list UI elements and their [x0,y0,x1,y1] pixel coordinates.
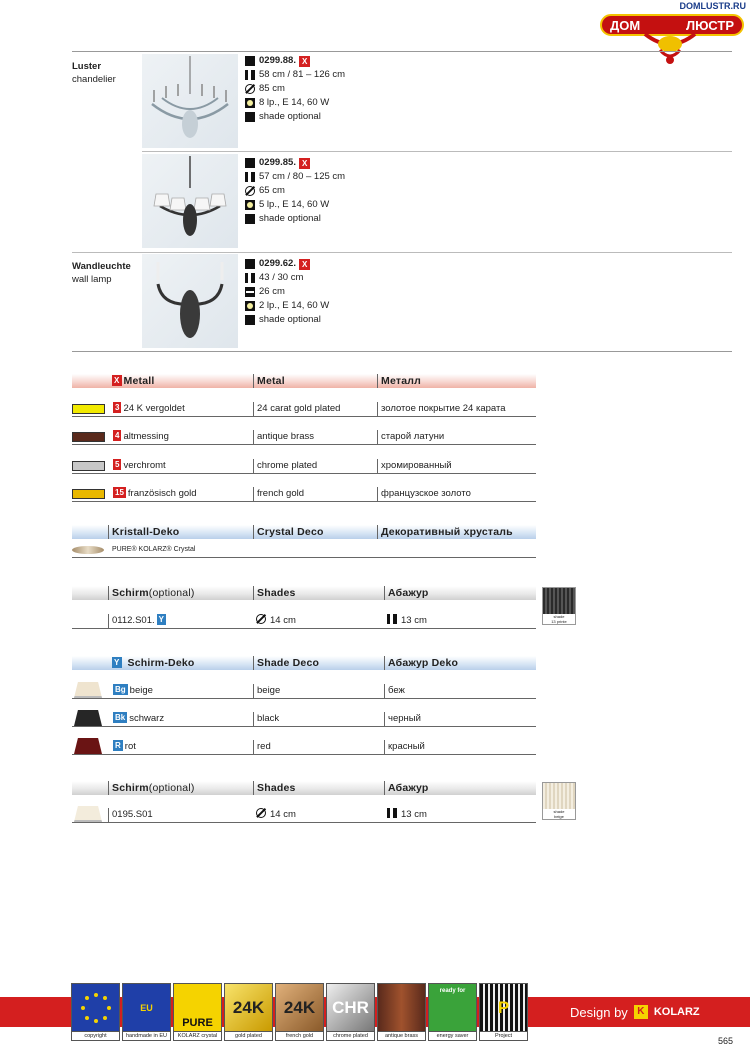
energy-saver-icon: ready for energy saver [428,983,477,1041]
metal-en: french gold [253,487,304,501]
shade2-thumb-top: shade [553,809,565,814]
chandelier-logo-icon [640,30,700,66]
footer-icons [71,983,528,1041]
shade1-thumb-bottom: 13 printe [551,619,567,624]
width-icon [245,287,255,297]
shadedeco-header-ru: Абажур Deko [384,656,458,670]
product-name-en: chandelier [72,74,116,85]
shade2-diameter: 14 cm [270,809,296,820]
brand-name: KOLARZ [653,1006,700,1018]
bulb-icon [245,200,255,210]
product-lamps: 5 lp., E 14, 60 W [259,199,330,210]
shadedeco-en: red [253,740,271,754]
product-lamps: 8 lp., E 14, 60 W [259,97,330,108]
product-code: 0299.85. [259,157,296,168]
product-name-en: wall lamp [72,274,112,285]
metal-header-en: Metal [253,374,285,388]
shade-swatch [74,738,102,754]
crystal-header-de: Kristall-Deko [108,525,179,539]
metal-header [72,374,536,388]
metal-header-de: Metall [123,375,155,387]
shade1-height: 13 cm [401,615,427,626]
pure-crystal-icon: PURE KOLARZ crystal [173,983,222,1041]
diameter-icon [245,186,255,196]
design-by-text: Design by [570,1004,628,1020]
code-icon [245,56,255,66]
product-image-chandelier-2[interactable] [142,154,238,248]
shadedeco-ru: беж [384,684,405,698]
code-icon [245,259,255,269]
shadedeco-code: Bg [115,685,126,694]
diameter-icon [245,84,255,94]
product-lamps: 2 lp., E 14, 60 W [259,300,330,311]
product-name-de: Luster [72,61,102,72]
product-height: 58 cm / 81 – 126 cm [259,69,346,80]
product-code: 0299.88. [259,55,296,66]
logo-text-lustr: ЛЮСТР [685,17,734,33]
metal-ru: хромированный [377,459,452,473]
shade1-code: 0112.S01. [112,615,155,626]
product-diameter: 65 cm [259,185,285,196]
diameter-icon [256,808,266,818]
product-image-chandelier-1[interactable] [142,54,238,148]
shadedeco-badge: Y [114,658,120,667]
shade-swatch [74,682,102,698]
bulb-icon [245,98,255,108]
metal-de: 24 K vergoldet [123,403,185,414]
shade1-header-de: Schirm [112,587,149,599]
product-shade: shade optional [259,111,321,122]
metal-badge: X [114,376,120,385]
color-swatch [72,461,105,471]
shadedeco-code: R [115,741,121,750]
metal-de: altmessing [123,431,169,442]
shade1-thumb-top: shade [553,614,565,619]
shade2-header-ru: Абажур [384,781,429,795]
chrome-plated-icon: CHR chrome plated [326,983,375,1041]
color-swatch [72,489,105,499]
project-icon: P Project [479,983,528,1041]
crystal-header [72,525,536,539]
variant-badge: X [299,158,310,169]
product-height: 43 / 30 cm [259,272,304,283]
product-name-de: Wandleuchte [72,261,131,272]
height-icon [245,172,255,182]
diameter-icon [256,614,266,624]
metal-num: 5 [115,460,120,469]
site-logo[interactable] [598,0,750,70]
shade1-header-ru: Абажур [384,586,429,600]
eu-handmade-icon: EU handmade in EU [122,983,171,1041]
metal-de: verchromt [123,460,166,471]
code-icon [245,158,255,168]
metal-ru: старой латуни [377,430,444,444]
design-by [570,1003,700,1021]
metal-en: antique brass [253,430,314,444]
product-specs-2 [245,156,345,226]
shade2-thumb-bottom: beige [554,814,564,819]
shade1-header-en: Shades [253,586,296,600]
shade2-header-de: Schirm [112,782,149,794]
shade2-height: 13 cm [401,809,427,820]
metal-ru: золотое покрытие 24 карата [377,402,506,416]
shade1-header [72,586,536,600]
antique-brass-icon: antique brass [377,983,426,1041]
logo-text-dom: ДОМ [610,17,641,33]
metal-en: 24 carat gold plated [253,402,340,416]
product-diameter: 26 cm [259,286,285,297]
shadedeco-en: beige [253,684,280,698]
shade2-thumb[interactable] [542,782,576,820]
metal-num: 4 [115,431,120,440]
shade-icon [245,315,255,325]
product-image-wall-lamp[interactable] [142,254,238,348]
product-shade: shade optional [259,314,321,325]
crystal-header-ru: Декоративный хрусталь [377,525,513,539]
product-shade: shade optional [259,213,321,224]
metal-en: chrome plated [253,459,317,473]
variant-badge: X [299,56,310,67]
shade-icon [245,112,255,122]
shade1-thumb[interactable] [542,587,576,625]
gold-plated-icon: 24K gold plated [224,983,273,1041]
shade-icon [245,214,255,224]
shadedeco-code: Bk [115,713,126,722]
crystal-thumb [72,546,104,554]
shadedeco-de: rot [124,741,136,752]
product-diameter: 85 cm [259,83,285,94]
variant-badge: X [299,259,310,270]
metal-ru: французское золото [377,487,471,501]
shade2-code: 0195.S01 [108,808,153,822]
shade2-header-opt: (optional) [148,782,195,794]
shadedeco-en: black [253,712,279,726]
shadedeco-header-en: Shade Deco [253,656,319,670]
metal-header-ru: Металл [377,374,421,388]
height-icon [245,70,255,80]
color-swatch [72,432,105,442]
bulb-icon [245,301,255,311]
shadedeco-de: schwarz [129,713,165,724]
product-height: 57 cm / 80 – 125 cm [259,171,346,182]
metal-num: 15 [115,488,124,497]
color-swatch [72,404,105,414]
height-icon [387,808,397,818]
product-specs-1 [245,54,345,124]
shade1-variant: Y [158,615,164,624]
height-icon [245,273,255,283]
eu-copyright-icon: copyright [71,983,120,1041]
kolarz-logo-icon: K [634,1005,648,1019]
crystal-header-en: Crystal Deco [253,525,324,539]
french-gold-icon: 24K french gold [275,983,324,1041]
metal-de: französisch gold [127,488,197,499]
shade2-header [72,781,536,795]
shade1-diameter: 14 cm [270,615,296,626]
height-icon [387,614,397,624]
shade2-swatch [74,806,102,822]
shadedeco-header-de: Schirm-Deko [127,657,195,669]
crystal-item: PURE® KOLARZ® Crystal [112,546,196,553]
shadedeco-ru: красный [384,740,425,754]
product-specs-3 [245,257,329,327]
page-number: 565 [718,1036,734,1046]
shade2-header-en: Shades [253,781,296,795]
shade1-header-opt: (optional) [148,587,195,599]
site-url: DOMLUSTR.RU [679,1,746,11]
metal-num: 3 [115,403,120,412]
shadedeco-header [72,656,536,670]
product-code: 0299.62. [259,258,296,269]
shadedeco-ru: черный [384,712,421,726]
shade-swatch [74,710,102,726]
shadedeco-de: beige [129,685,153,696]
